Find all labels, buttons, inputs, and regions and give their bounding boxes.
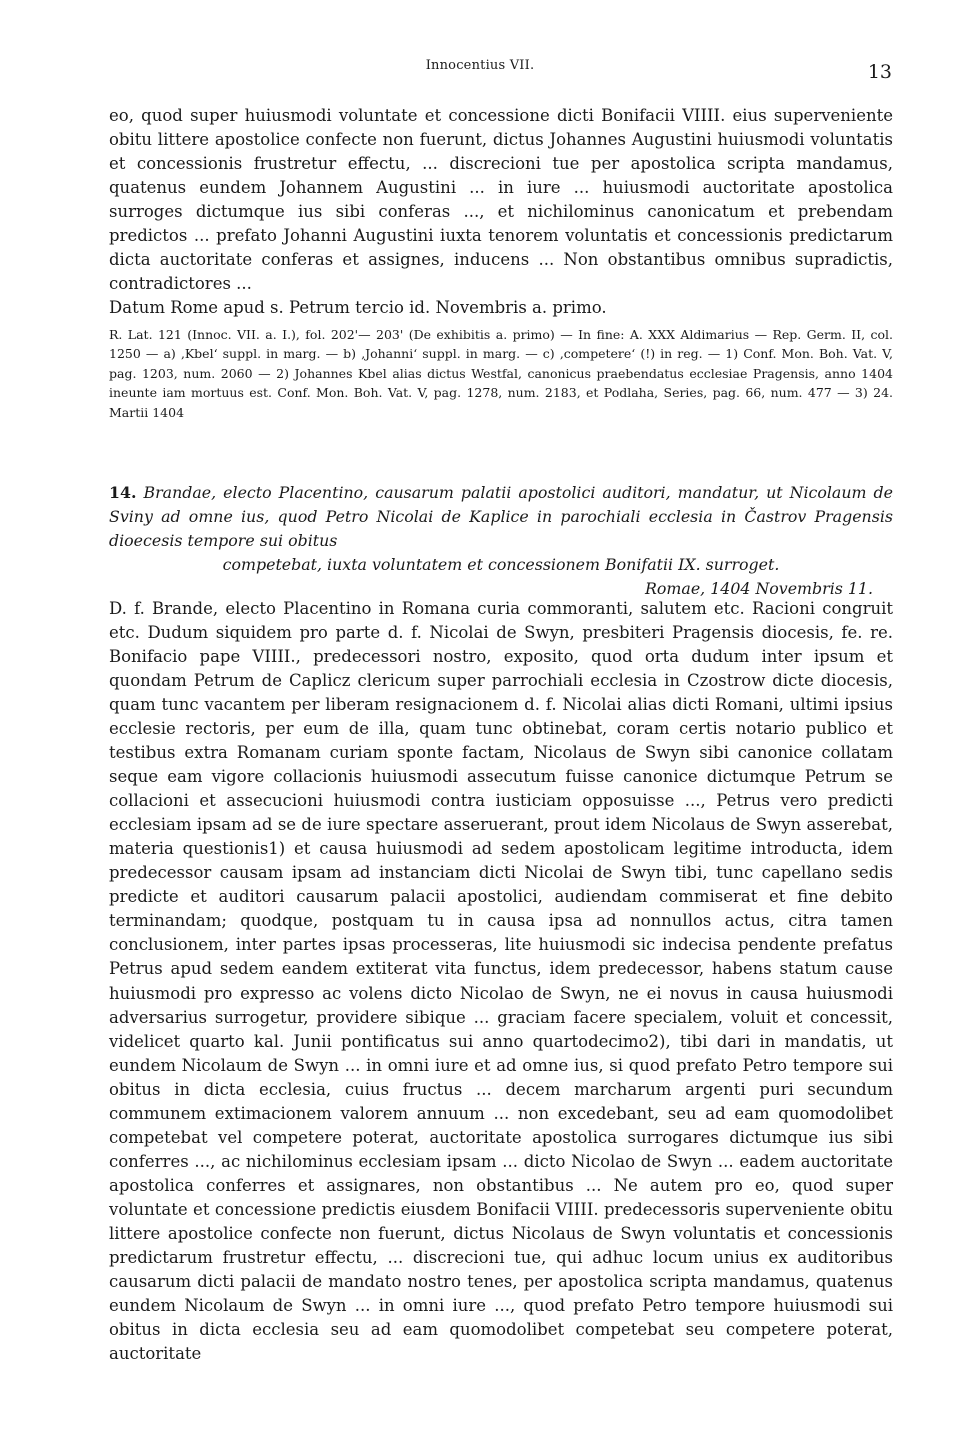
document-summary-end: competebat, iuxta voluntatem et concessionem Bonifatii IX. surroget.	[222, 555, 780, 574]
page-number: 13	[867, 61, 892, 83]
document-summary-text: Brandae, electo Placentino, causarum palatii apostolici auditori, mandatur, ut Nicolaum de Sviny ad omne ius, quod Petro Nicolai de Kaplice in parochiali ecclesia in Častrov Pragensis dioecesis tempore sui obitus	[109, 483, 893, 550]
document-number: 14.	[109, 483, 137, 502]
body-paragraph: D. f. Brande, electo Placentino in Romana curia commoranti, salutem etc. Racioni congruit etc. Dudum siquidem pro parte d. f. Nicolai de Swyn, presbiteri Pragensis diocesis, fe. re. Bonifacio pape VIIII., predecessori nostro, exposito, quod orta dudum inter ipsum et quondam Petrum de Caplicz clericum super parrochiali ecclesia in Czostrow dicte diocesis, quam tunc vacantem per liberam resignacionem d. f. Nicolai alias dicti Romani, ultimi ipsius ecclesie rectoris, per eum de illa, quam tunc obtinebat, coram certis notario publico et testibus extra Romanam curiam sponte factam, Nicolaus de Swyn sibi canonice collatam seque eam vigore collacionis huiusmodi assecutum fuisse canonice dictumque Petrum se collacioni et assecucioni huiusmodi contra iusticiam opposuisse ..., Petrus vero predicti ecclesiam ipsam ad se de iure spectare asseruerant, prout idem Nicolaus de Swyn asserebat, materia questionis1) et causa huiusmodi ad sedem apostolicam legitime introducta, idem predecessor causam ipsam ad instanciam dicti Nicolai de Swyn tibi, tunc capellano sedis predicte et auditori causarum palacii apostolici, audiendam commiserat et fine debito terminandam; quodque, postquam tu in causa ipsa ad nonnullos actus, citra tamen conclusionem, inter partes ipsas processeras, lite huiusmodi sic indecisa pendente prefatus Petrus apud sedem eandem extiterat vita functus, idem predecessor, habens statum cause huiusmodi pro expresso ac volens dicto Nicolao de Swyn, ne ei novus in causa huiusmodi adversarius surrogetur, providere sibique ... graciam facere specialem, voluit et concessit, videlicet quarto kal. Junii pontificatus sui anno quartodecimo2), tibi dari in mandatis, ut eundem Nicolaum de Swyn ... in omni iure et ad omne ius, si quod prefato Petro tempore sui obitus in dicta ecclesia, cuius fructus ... decem marcharum argenti puri secundum communem extimacionem valorem annuum ... non excedebant, seu ad eam quomodolibet competebat vel competere poterat, auctoritate apostolica surrogares dictumque ius sibi conferres ..., ac nichilominus ecclesiam ipsam ... dicto Nicolao de Swyn ... eadem auctoritate apostolica conferres et assignares, non obstantibus ... Ne autem pro eo, quod super voluntate et concessione predictis eiusdem Bonifacii VIIII. predecessoris superveniente obitu littere apostolice confecte non fuerunt, dictus Nicolaus de Swyn voluntatis et concessionis predictarum frustretur effectu, ... discrecioni tue, qui adhuc locum unius ex auditoribus causarum dicti palacii de mandato nostro tenes, per apostolica scripta mandamus, quatenus eundem Nicolaum de Swyn ... in omni iure ..., quod prefato Petro tempore huiusmodi sui obitus in dicta ecclesia seu ad eam quomodolibet competebat seu competere poterat, auctoritate	[109, 599, 893, 1363]
datum-line: Datum Rome apud s. Petrum tercio id. Novembris a. primo.	[109, 298, 607, 317]
document-body	[109, 597, 893, 1366]
document-heading	[109, 481, 893, 601]
intro-paragraph: eo, quod super huiusmodi voluntate et concessione dicti Bonifacii VIIII. eius superveniente obitu littere apostolice confecte non fuerunt, dictus Johannes Augustini huiusmodi voluntatis et concessionis frustretur effectu, ... discrecioni tue per apostolica scripta mandamus, quatenus eundem Johannem Augustini ... in iure ... huiusmodi auctoritate apostolica surroges dictumque ius sibi conferas ..., et nichilominus canonicatum et prebendam predictos ... prefato Johanni Augustini iuxta tenorem voluntatis et concessionis predictarum dicta auctoritate conferas et assignes, inducens ... Non obstantibus omnibus supradictis, contradictores ...	[109, 106, 893, 293]
document-date: Romae, 1404 Novembris 11.	[645, 579, 873, 598]
running-title: Innocentius VII.	[425, 58, 535, 73]
document-summary	[109, 481, 893, 553]
intro-section	[109, 104, 893, 320]
apparatus-notes	[109, 325, 893, 422]
notes-text: R. Lat. 121 (Innoc. VII. a. I.), fol. 202'— 203' (De exhibitis a. primo) — In fine: A. XXX Aldimarius — Rep. Germ. II, col. 1250 — a) ‚Kbel‘ suppl. in marg. — b) ‚Johanni‘ suppl. in marg. — c) ‚competere‘ (!) in reg. — 1) Conf. Mon. Boh. Vat. V, pag. 1203, num. 2060 — 2) Johannes Kbel alias dictus Westfal, canonicus praebendatus ecclesiae Pragensis, anno 1404 ineunte iam mortuus est. Conf. Mon. Boh. Vat. V, pag. 1278, num. 2183, et Podlaha, Series, pag. 66, num. 477 — 3) 24. Martii 1404	[109, 327, 893, 420]
